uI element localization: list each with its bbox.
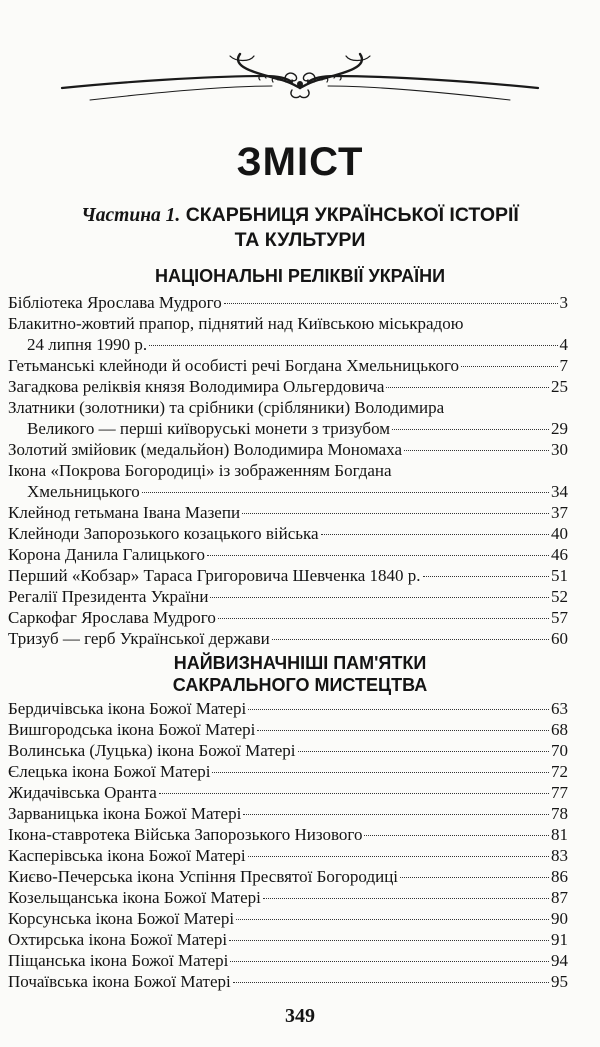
leader-dots [257, 730, 549, 731]
toc-entry-page: 70 [551, 741, 568, 760]
decorative-flourish-ornament [60, 52, 540, 108]
toc-entry-page: 57 [551, 608, 568, 627]
toc-entry[interactable] [8, 607, 568, 628]
toc-entry[interactable] [8, 292, 568, 313]
toc-entry[interactable] [8, 971, 568, 992]
part-title-text: СКАРБНИЦЯ УКРАЇНСЬКОЇ ІСТОРІЇ [185, 204, 519, 226]
toc-entry-title: Златники (золотники) та срібники (срібляники) Володимира [8, 398, 445, 417]
toc-entry[interactable] [8, 950, 568, 971]
toc-entry-page: 72 [551, 762, 568, 781]
toc-entry[interactable] [8, 460, 568, 502]
toc-entry-title: Корсунська ікона Божої Матері [8, 909, 235, 928]
leader-dots [321, 534, 549, 535]
toc-entry[interactable] [8, 313, 568, 355]
toc-list-relics [8, 292, 568, 649]
leader-dots [461, 366, 557, 367]
toc-entry-page: 7 [559, 356, 568, 375]
section-heading-sacred-art [0, 652, 600, 696]
toc-entry-page: 87 [551, 888, 568, 907]
toc-entry-title: Бердичівська ікона Божої Матері [8, 699, 247, 718]
leader-dots [386, 387, 549, 388]
toc-entry-page: 52 [551, 587, 568, 606]
toc-entry-page: 95 [551, 972, 568, 991]
section-heading-line: САКРАЛЬНОГО МИСТЕЦТВА [172, 675, 428, 695]
toc-entry-page: 83 [551, 846, 568, 865]
toc-entry-title: Вишгородська ікона Божої Матері [8, 720, 256, 739]
page-title: ЗМІСТ [236, 140, 364, 184]
leader-dots [224, 303, 558, 304]
leader-dots [229, 940, 549, 941]
toc-entry[interactable] [8, 502, 568, 523]
toc-entry[interactable] [8, 439, 568, 460]
toc-entry-title: Блакитно-жовтий прапор, піднятий над Київською міськрадою [8, 314, 464, 333]
toc-entry-page: 30 [551, 440, 568, 459]
leader-dots [298, 751, 549, 752]
toc-entry-title: Саркофаг Ярослава Мудрого [8, 608, 216, 627]
toc-entry-page: 60 [551, 629, 568, 648]
toc-entry[interactable] [8, 824, 568, 845]
part-heading-line-2: ТА КУЛЬТУРИ [234, 229, 366, 251]
toc-entry-page: 29 [551, 419, 568, 438]
toc-entry[interactable] [8, 523, 568, 544]
toc-entry-page: 37 [551, 503, 568, 522]
toc-entry-title: Загадкова реліквія князя Володимира Ольгердовича [8, 377, 385, 396]
toc-entry[interactable] [8, 698, 568, 719]
leader-dots [233, 982, 549, 983]
toc-entry-title: Жидачівська Оранта [8, 783, 157, 802]
toc-entry-title: Волинська (Луцька) ікона Божої Матері [8, 741, 296, 760]
leader-dots [248, 709, 549, 710]
leader-dots [210, 597, 549, 598]
toc-entry-title: Ікона-ставротека Війська Запорозького Низового [8, 825, 363, 844]
part-heading-line-1 [0, 203, 600, 228]
toc-entry-title: Бібліотека Ярослава Мудрого [8, 293, 222, 312]
leader-dots [242, 513, 549, 514]
toc-entry-page: 63 [551, 699, 568, 718]
toc-entry-title: Перший «Кобзар» Тараса Григоровича Шевченка 1840 р. [8, 566, 421, 585]
leader-dots [400, 877, 549, 878]
toc-entry-page: 78 [551, 804, 568, 823]
toc-entry[interactable] [8, 782, 568, 803]
toc-entry-title: Єлецька ікона Божої Матері [8, 762, 211, 781]
toc-entry[interactable] [8, 628, 568, 649]
toc-entry-title-continued: Великого — перші київоруські монети з тризубом [27, 419, 391, 438]
leader-dots [218, 618, 549, 619]
toc-entry[interactable] [8, 565, 568, 586]
toc-entry-title: Корона Данила Галицького [8, 545, 205, 564]
leader-dots [272, 639, 549, 640]
toc-entry-title: Регалії Президента України [8, 587, 209, 606]
toc-entry-page: 3 [559, 293, 568, 312]
toc-entry-page: 90 [551, 909, 568, 928]
toc-entry[interactable] [8, 887, 568, 908]
toc-list-sacred-art [8, 698, 568, 992]
toc-entry[interactable] [8, 761, 568, 782]
leader-dots [207, 555, 549, 556]
toc-entry-page: 94 [551, 951, 568, 970]
toc-entry[interactable] [8, 908, 568, 929]
toc-entry-page: 46 [551, 545, 568, 564]
leader-dots [142, 492, 549, 493]
leader-dots [236, 919, 549, 920]
toc-entry-title-continued: Хмельницького [27, 482, 140, 501]
leader-dots [248, 856, 549, 857]
toc-entry-title: Зарваницька ікона Божої Матері [8, 804, 242, 823]
toc-entry-page: 68 [551, 720, 568, 739]
toc-entry-title: Почаївська ікона Божої Матері [8, 972, 231, 991]
toc-entry[interactable] [8, 803, 568, 824]
toc-entry[interactable] [8, 719, 568, 740]
toc-entry[interactable] [8, 845, 568, 866]
part-heading [0, 203, 600, 253]
leader-dots [392, 429, 549, 430]
leader-dots [263, 898, 549, 899]
toc-entry-page: 4 [559, 335, 568, 354]
toc-entry-page: 81 [551, 825, 568, 844]
toc-entry-title: Клейнод гетьмана Івана Мазепи [8, 503, 241, 522]
toc-entry-title: Києво-Печерська ікона Успіння Пресвятої Богородиці [8, 867, 399, 886]
section-heading-relics [0, 265, 600, 287]
leader-dots [159, 793, 549, 794]
toc-entry-title: Піщанська ікона Божої Матері [8, 951, 229, 970]
leader-dots [243, 814, 549, 815]
toc-entry-title: Клейноди Запорозького козацького війська [8, 524, 319, 543]
toc-entry-page: 34 [551, 482, 568, 501]
leader-dots [230, 961, 549, 962]
page-number: 349 [285, 1005, 315, 1027]
toc-entry-title-continued: 24 липня 1990 р. [27, 335, 148, 354]
toc-entry-page: 86 [551, 867, 568, 886]
toc-entry-title: Козельщанська ікона Божої Матері [8, 888, 261, 907]
section-heading-line: НАЦІОНАЛЬНІ РЕЛІКВІЇ УКРАЇНИ [154, 266, 446, 286]
leader-dots [423, 576, 549, 577]
toc-entry-title: Тризуб — герб Української держави [8, 629, 270, 648]
toc-entry-page: 91 [551, 930, 568, 949]
toc-entry-title: Охтирська ікона Божої Матері [8, 930, 228, 949]
toc-entry[interactable] [8, 929, 568, 950]
toc-entry-title: Ікона «Покрова Богородиці» із зображенням Богдана [8, 461, 392, 480]
toc-entry[interactable] [8, 397, 568, 439]
leader-dots [149, 345, 557, 346]
toc-entry[interactable] [8, 866, 568, 887]
toc-entry-title: Касперівська ікона Божої Матері [8, 846, 246, 865]
toc-entry[interactable] [8, 740, 568, 761]
section-heading-line: НАЙВИЗНАЧНІШІ ПАМ'ЯТКИ [173, 653, 427, 673]
toc-entry-title: Золотий змійовик (медальйон) Володимира Мономаха [8, 440, 403, 459]
toc-entry-page: 25 [551, 377, 568, 396]
toc-entry[interactable] [8, 355, 568, 376]
part-label: Частина 1. [81, 205, 181, 226]
toc-entry-page: 51 [551, 566, 568, 585]
toc-entry[interactable] [8, 586, 568, 607]
toc-entry[interactable] [8, 544, 568, 565]
toc-entry-page: 40 [551, 524, 568, 543]
leader-dots [364, 835, 549, 836]
toc-entry-title: Гетьманські клейноди й особисті речі Богдана Хмельницького [8, 356, 460, 375]
leader-dots [404, 450, 549, 451]
toc-entry-page: 77 [551, 783, 568, 802]
toc-entry[interactable] [8, 376, 568, 397]
leader-dots [212, 772, 549, 773]
